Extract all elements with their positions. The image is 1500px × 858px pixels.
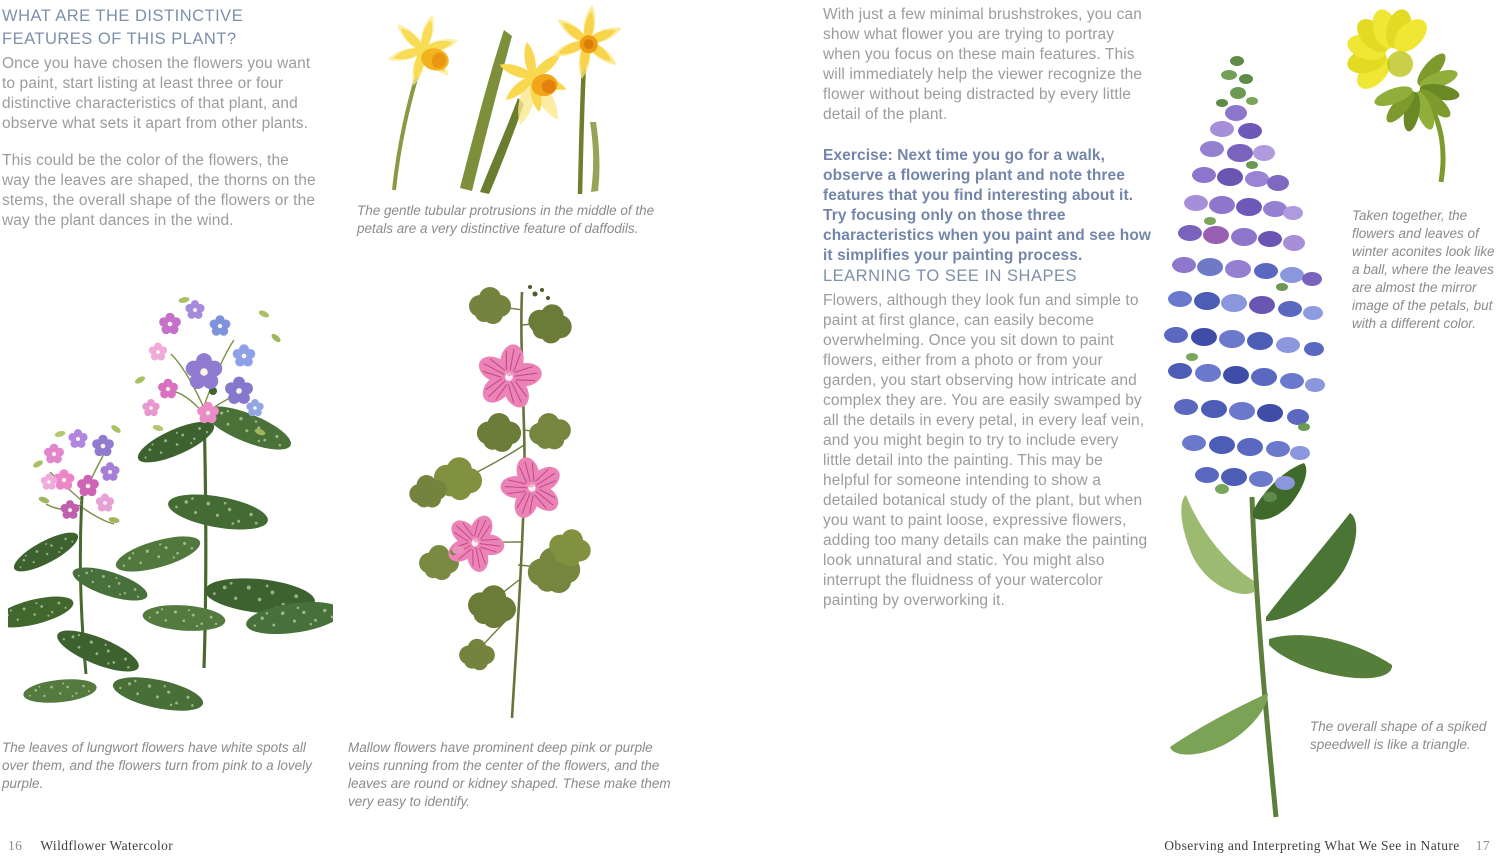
mallow-leaves <box>406 287 595 670</box>
speedwell-flower-spike <box>1164 56 1325 502</box>
lungwort-caption: The leaves of lungwort flowers have white spots all over them, and the flowers turn from pink to a lovely purple. <box>2 740 312 791</box>
daffodil-leaf <box>460 30 512 191</box>
daffodil-leaf <box>590 122 599 192</box>
left-page-footer <box>8 838 173 854</box>
left-page-paragraph-2: This could be the color of the flowers, the way the leaves are shaped, the thorns on the stems, the overall shape of the flowers or the way the plant dances in the wind. <box>2 152 316 229</box>
speedwell-caption: The overall shape of a spiked speedwell is like a triangle. <box>1310 719 1487 752</box>
left-page-number: 16 <box>8 838 23 853</box>
daffodils-illustration <box>358 2 658 198</box>
right-page-footer <box>1164 838 1490 854</box>
daffodil-stem <box>580 64 584 194</box>
chapter-title: Observing and Interpreting What We See in Nature <box>1164 838 1460 853</box>
daffodil-flower <box>380 6 465 94</box>
mallow-caption: Mallow flowers have prominent deep pink or purple veins running from the center of the flowers, and the leaves are round or kidney shaped. These make them very easy to identify. <box>348 740 671 809</box>
daffodil-caption: The gentle tubular protrusions in the middle of the petals are a very distinctive feature of daffodils. <box>357 203 655 236</box>
right-page-body-paragraph: Flowers, although they look fun and simple to paint at first glance, can easily become overwhelming. Once you sit down to paint flowers, either from a photo or from your garden, you start observing how intricate and complex they are. You are easily swamped by all the details in every petal, in every leaf vein, and you might begin to try to include every little detail into the painting. This may be helpful for someone intending to show a detailed botanical study of the plant, but when you want to paint loose, expressive flowers, adding too many details can make the painting look unnatural and static. You might also interrupt the fluidness of your watercolor painting by overworking it. <box>823 292 1148 609</box>
daffodil-flower <box>547 2 627 84</box>
daffodil-stem <box>394 72 418 190</box>
lungwort-plant-left <box>8 424 206 718</box>
exercise-paragraph: Exercise: Next time you go for a walk, observe a flowering plant and note three features that you find interesting about it. Try focusing only on those three characteristics when you paint and see how it simplifies your painting process. <box>823 147 1152 264</box>
right-page-number: 17 <box>1475 838 1490 853</box>
right-page-intro-paragraph: With just a few minimal brushstrokes, you can show what flower you are trying to portray when you focus on these main features. This will immediately help the viewer recognize the flower without being distracted by every little detail of the plant. <box>823 6 1143 123</box>
mallow-top-buds <box>528 285 550 300</box>
lungwort-plant-right <box>112 296 333 668</box>
left-page-paragraph-1: Once you have chosen the flowers you want to paint, start listing at least three or four distinctive characteristics of that plant, and observe what sets it apart from other plants. <box>2 55 311 132</box>
book-title: Wildflower Watercolor <box>40 838 174 853</box>
winter-aconite-illustration <box>1336 2 1478 186</box>
winter-aconite-caption: Taken together, the flowers and leaves of winter aconites look like a ball, where the leaves are almost the mirror image of the petals, but with a different color. <box>1352 208 1495 331</box>
speedwell-leaves <box>1170 463 1392 755</box>
right-page-heading: LEARNING TO SEE IN SHAPES <box>823 267 1077 285</box>
lungwort-illustration <box>8 296 333 736</box>
speedwell-stem <box>1252 497 1276 817</box>
mallow-illustration <box>392 280 660 732</box>
left-page-heading: WHAT ARE THE DISTINCTIVE FEATURES OF THIS PLANT? <box>2 7 244 48</box>
